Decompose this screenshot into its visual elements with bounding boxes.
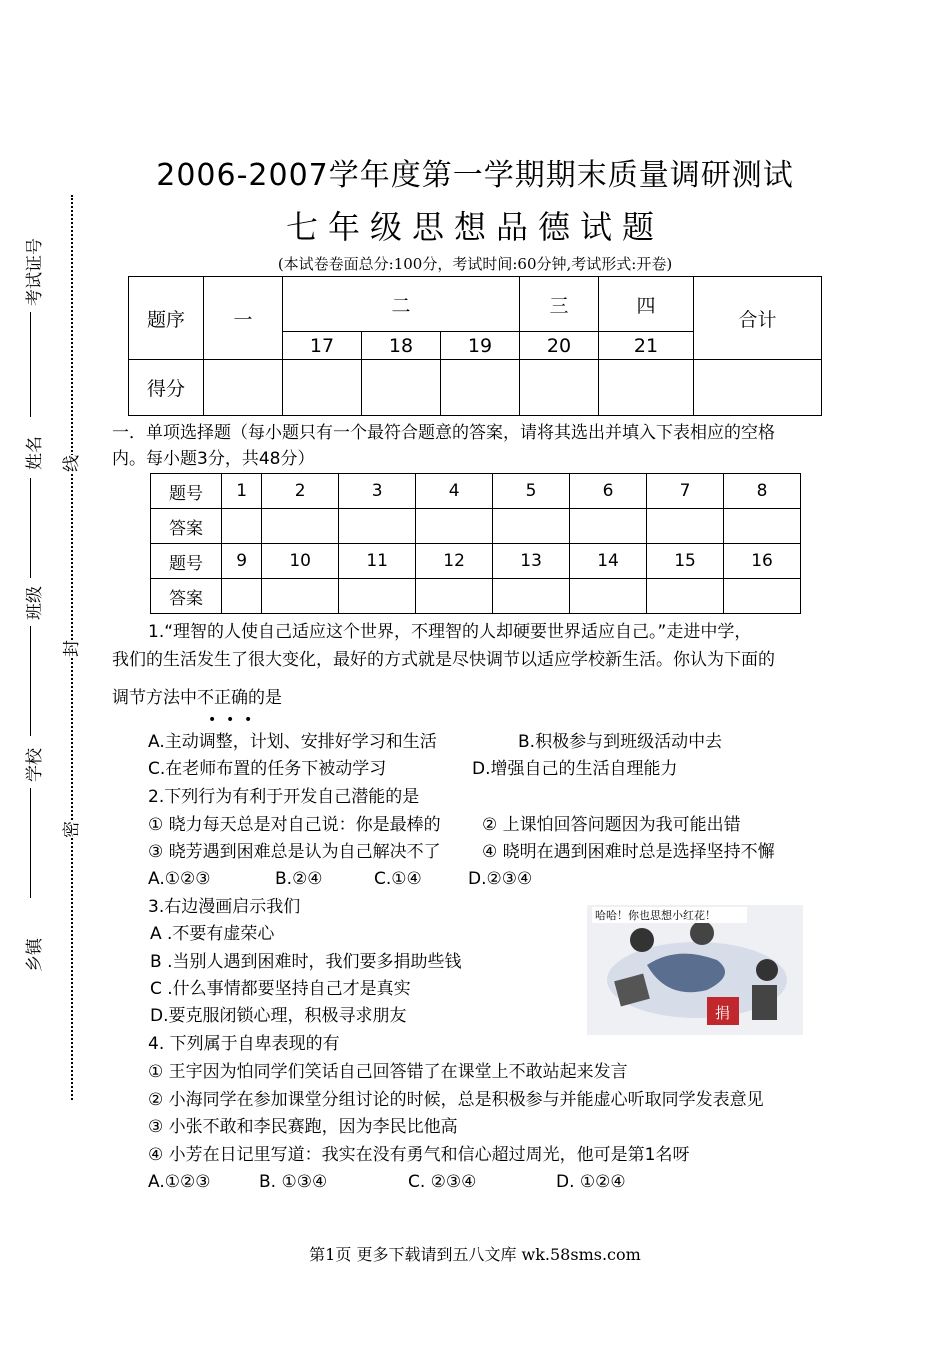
q2-option-a: A.①②③ [148,869,211,889]
q1-line1: 1.“理智的人使自己适应这个世界，不理智的人却硬要世界适应自己。”走进中学， [148,622,752,642]
q2-option-d: D.②③④ [468,869,533,889]
score-cell[interactable] [520,360,599,416]
sidebar-label-town: 乡镇 [25,938,45,972]
answer-cell[interactable] [339,509,416,544]
emphasis-dot: • [226,712,235,728]
q-number: 20 [520,332,599,360]
sidebar-blank-school [30,788,32,898]
score-cell[interactable] [694,360,822,416]
q1-option-c: C.在老师布置的任务下被动学习 [148,759,387,779]
q4-statement-1: ① 王宇因为怕同学们笑话自己回答错了在课堂上不敢站起来发言 [148,1062,628,1082]
q2-stem: 2.下列行为有利于开发自己潜能的是 [148,787,420,807]
answer-num: 9 [222,544,262,579]
answer-num: 11 [339,544,416,579]
q-number: 17 [283,332,362,360]
q3-stem: 3.右边漫画启示我们 [148,897,301,917]
answer-label: 答案 [151,509,222,544]
q4-statement-3: ③ 小张不敢和李民赛跑，因为李民比他高 [148,1117,458,1137]
page-footer: 第1页 更多下载请到五八文库 wk.58sms.com [309,1245,641,1264]
q3-option-a: A .不要有虚荣心 [150,924,275,944]
sidebar-blank-class [30,626,32,736]
seal-char-secret: 密 [57,821,82,838]
answer-num: 7 [647,474,724,509]
q1-option-d: D.增强自己的生活自理能力 [472,759,678,779]
answer-cell[interactable] [570,509,647,544]
cartoon-image [587,905,803,1035]
emphasis-dot: • [244,712,253,728]
section1-heading-line2: 内。每小题3分，共48分） [112,449,315,469]
answer-label: 答案 [151,579,222,614]
q3-option-b: B .当别人遇到困难时，我们要多捐助些钱 [150,952,462,972]
score-cell[interactable] [441,360,520,416]
total-label: 合计 [694,277,822,360]
q1-option-b: B.积极参与到班级活动中去 [518,732,723,752]
q3-option-c: C .什么事情都要坚持自己才是真实 [150,979,411,999]
answer-num: 16 [724,544,801,579]
exam-title: 2006-2007学年度第一学期期末质量调研测试 [156,158,794,193]
answer-cell[interactable] [724,509,801,544]
q4-statement-4: ④ 小芳在日记里写道：我实在没有勇气和信心超过周光，他可是第1名呀 [148,1145,690,1165]
score-row-label: 题序 [129,277,204,360]
q4-option-c: C. ②③④ [408,1172,477,1192]
answer-cell[interactable] [647,509,724,544]
answer-num-label: 题号 [151,474,222,509]
answer-cell[interactable] [416,509,493,544]
cartoon-drawing [587,905,803,1035]
answer-cell[interactable] [222,579,262,614]
answer-cell[interactable] [570,579,647,614]
q4-option-a: A.①②③ [148,1172,211,1192]
q4-statement-2: ② 小海同学在参加课堂分组讨论的时候，总是积极参与并能虚心听取同学发表意见 [148,1090,764,1110]
sidebar-label-exam-id: 考试证号 [25,238,45,306]
answer-num: 4 [416,474,493,509]
answer-cell[interactable] [724,579,801,614]
answer-num: 15 [647,544,724,579]
answer-table [150,473,801,614]
answer-cell[interactable] [493,509,570,544]
score-cell[interactable] [204,360,283,416]
answer-num-label: 题号 [151,544,222,579]
q4-option-d: D. ①②④ [556,1172,626,1192]
sidebar-blank-name [30,478,32,578]
q4-stem: 4. 下列属于自卑表现的有 [148,1034,340,1054]
sidebar-blank-exam-id [30,312,32,417]
answer-cell[interactable] [262,509,339,544]
q-number: 19 [441,332,520,360]
section1-heading-line1: 一．单项选择题（每小题只有一个最符合题意的答案，请将其选出并填入下表相应的空格 [112,423,775,443]
q2-statement-1: ① 晓力每天总是对自己说：你是最棒的 [148,815,441,835]
sidebar-label-name: 姓名 [25,436,45,470]
exam-note: (本试卷卷面总分:100分，考试时间:60分钟,考试形式:开卷) [277,255,673,273]
q1-line2: 我们的生活发生了很大变化，最好的方式就是尽快调节以适应学校新生活。你认为下面的 [112,650,775,670]
q2-option-c: C.①④ [374,869,422,889]
q2-statement-2: ② 上课怕回答问题因为我可能出错 [482,815,741,835]
seal-char-seal: 封 [57,640,82,657]
answer-cell[interactable] [416,579,493,614]
answer-cell[interactable] [339,579,416,614]
answer-num: 1 [222,474,262,509]
q-number: 18 [362,332,441,360]
score-cell[interactable] [599,360,694,416]
answer-num: 6 [570,474,647,509]
q1-line3: 调节方法中不正确的是 [112,688,282,708]
answer-num: 12 [416,544,493,579]
section-three: 三 [520,277,599,332]
q2-statement-3: ③ 晓芳遇到困难总是认为自己解决不了 [148,842,441,862]
emphasis-dot: • [208,712,217,728]
section-one: 一 [204,277,283,360]
section-two: 二 [283,277,520,332]
score-cell[interactable] [283,360,362,416]
answer-num: 2 [262,474,339,509]
answer-cell[interactable] [647,579,724,614]
sidebar-label-school: 学校 [25,748,45,782]
exam-subtitle: 七年级思想品德试题 [285,208,664,246]
answer-num: 5 [493,474,570,509]
answer-num: 13 [493,544,570,579]
q4-option-b: B. ①③④ [259,1172,328,1192]
q1-option-a: A.主动调整，计划、安排好学习和生活 [148,732,437,752]
score-cell[interactable] [362,360,441,416]
answer-num: 3 [339,474,416,509]
score-table [128,276,822,416]
q2-statement-4: ④ 晓明在遇到困难时总是选择坚持不懈 [482,842,775,862]
answer-num: 8 [724,474,801,509]
answer-num: 10 [262,544,339,579]
answer-cell[interactable] [222,509,262,544]
q3-option-d: D.要克服闭锁心理，积极寻求朋友 [150,1006,407,1026]
score-label: 得分 [129,360,204,416]
q2-option-b: B.②④ [275,869,323,889]
section-four: 四 [599,277,694,332]
answer-cell[interactable] [493,579,570,614]
cartoon-box-label: 捐 [715,1004,731,1022]
sidebar-label-class: 班级 [25,586,45,620]
answer-cell[interactable] [262,579,339,614]
cartoon-caption: 哈哈！你也思想小红花！ [595,909,716,922]
answer-num: 14 [570,544,647,579]
seal-char-line: 线 [57,455,82,472]
q-number: 21 [599,332,694,360]
